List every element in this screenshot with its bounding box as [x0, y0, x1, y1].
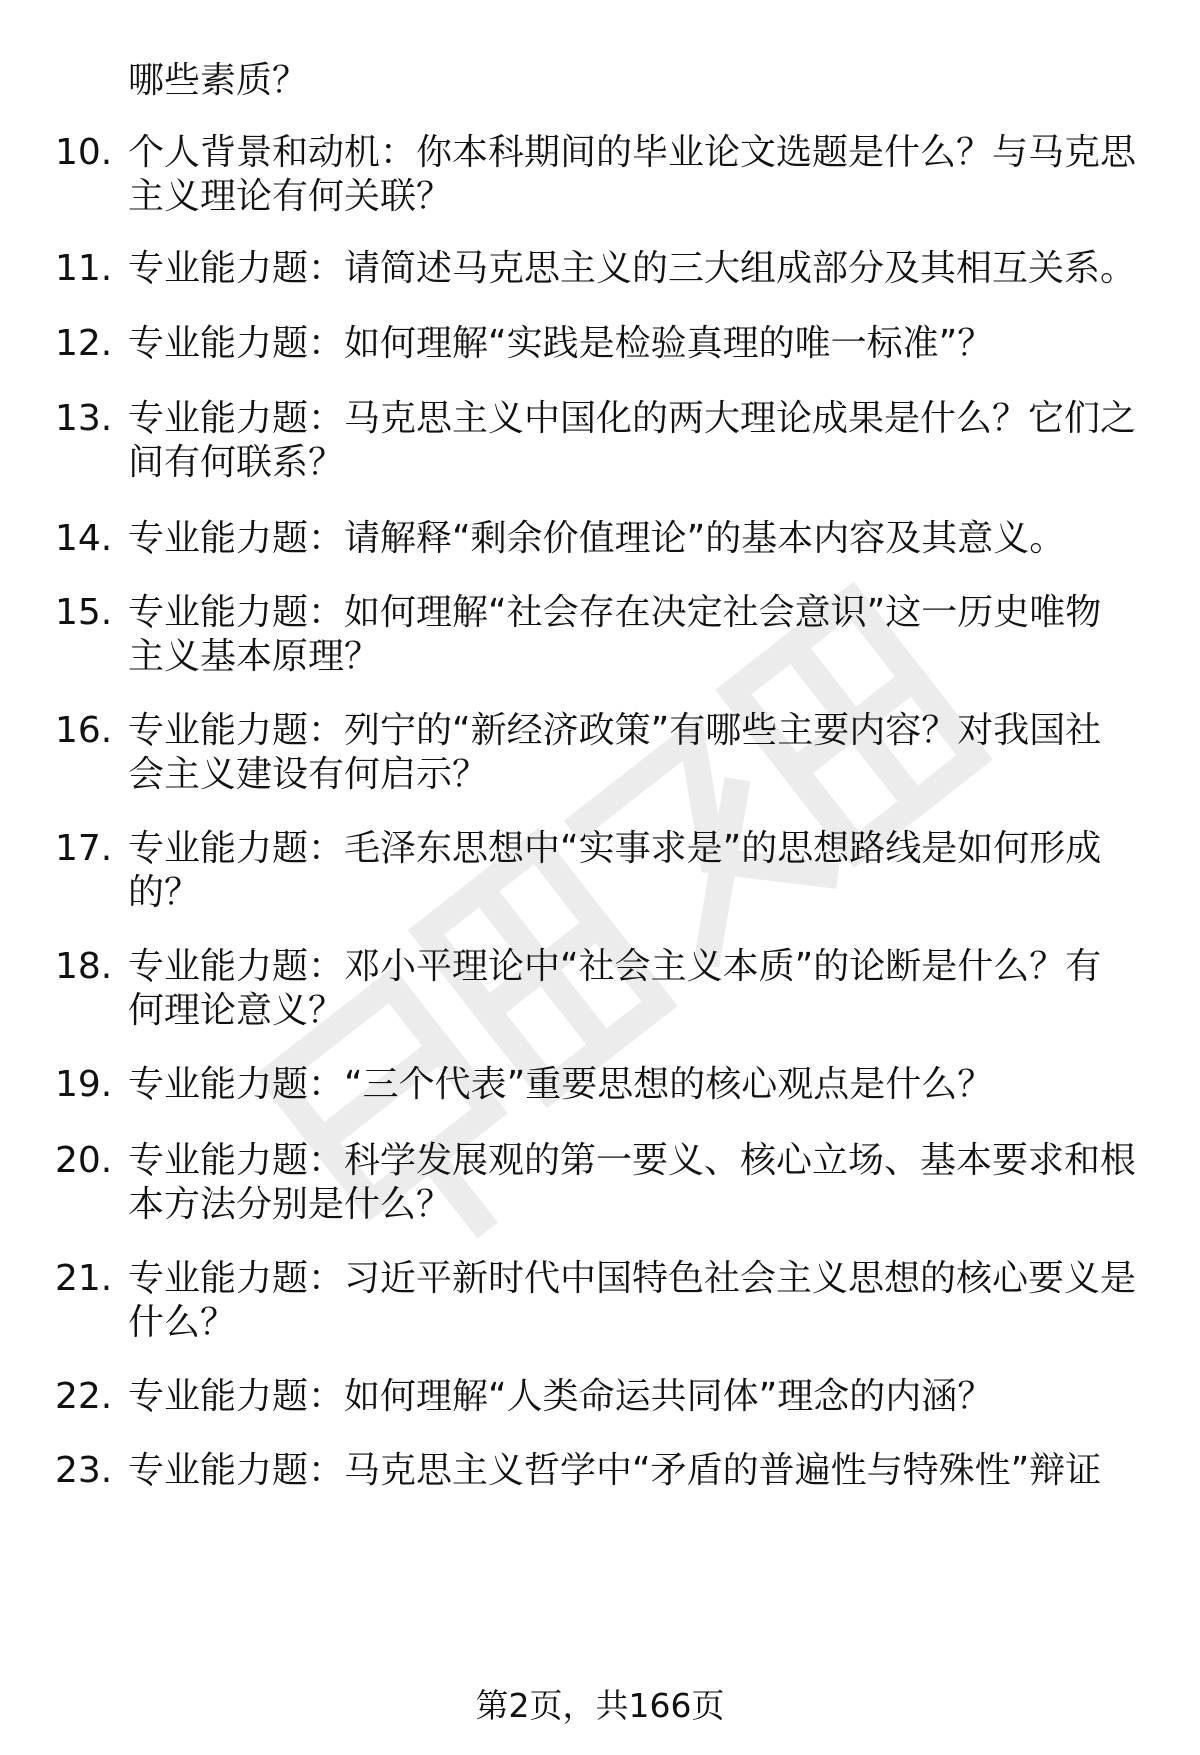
item-number: 15. — [55, 592, 113, 633]
item-number: 14. — [55, 518, 113, 559]
item-text: 什么？ — [128, 1302, 237, 1343]
page-footer: 第2页，共166页 — [475, 1686, 725, 1725]
item-number: 22. — [55, 1376, 113, 1417]
item-number: 16. — [55, 710, 113, 751]
item-text: 个人背景和动机：你本科期间的毕业论文选题是什么？与马克思 — [128, 132, 1137, 173]
item-number: 11. — [55, 248, 113, 289]
item-number: 21. — [55, 1258, 113, 1299]
item-text: 专业能力题：“三个代表”重要思想的核心观点是什么？ — [128, 1064, 994, 1105]
item-number: 10. — [55, 132, 113, 173]
item-text: 专业能力题：毛泽东思想中“实事求是”的思想路线是如何形成 — [128, 828, 1102, 869]
item-text: 专业能力题：马克思主义中国化的两大理论成果是什么？它们之 — [128, 398, 1137, 439]
item-text: 专业能力题：如何理解“实践是检验真理的唯一标准”？ — [128, 323, 994, 364]
item-text: 专业能力题：如何理解“人类命运共同体”理念的内涵？ — [128, 1376, 994, 1417]
item-number: 23. — [55, 1450, 113, 1491]
item-number: 12. — [55, 323, 113, 364]
item-text: 主义理论有何关联？ — [128, 176, 453, 217]
item-text: 的？ — [128, 872, 201, 913]
continuation-line: 哪些素质？ — [128, 60, 309, 101]
item-text: 专业能力题：列宁的“新经济政策”有哪些主要内容？对我国社 — [128, 710, 1102, 751]
item-text: 专业能力题：如何理解“社会存在决定社会意识”这一历史唯物 — [128, 592, 1102, 633]
item-number: 13. — [55, 398, 113, 439]
item-text: 专业能力题：请解释“剩余价值理论”的基本内容及其意义。 — [128, 518, 1066, 559]
item-number: 17. — [55, 828, 113, 869]
item-number: 18. — [55, 946, 113, 987]
item-text: 专业能力题：科学发展观的第一要义、核心立场、基本要求和根 — [128, 1140, 1137, 1181]
item-text: 专业能力题：习近平新时代中国特色社会主义思想的核心要义是 — [128, 1258, 1137, 1299]
item-text: 专业能力题：请简述马克思主义的三大组成部分及其相互关系。 — [128, 248, 1137, 289]
item-text: 专业能力题：马克思主义哲学中“矛盾的普遍性与特殊性”辩证 — [128, 1450, 1102, 1491]
item-text: 间有何联系？ — [128, 442, 345, 483]
item-text: 主义基本原理？ — [128, 636, 381, 677]
item-text: 专业能力题：邓小平理论中“社会主义本质”的论断是什么？有 — [128, 946, 1102, 987]
item-text: 何理论意义？ — [128, 990, 345, 1031]
item-text: 本方法分别是什么？ — [128, 1184, 453, 1225]
item-number: 19. — [55, 1064, 113, 1105]
item-number: 20. — [55, 1140, 113, 1181]
item-text: 会主义建设有何启示？ — [128, 754, 489, 795]
